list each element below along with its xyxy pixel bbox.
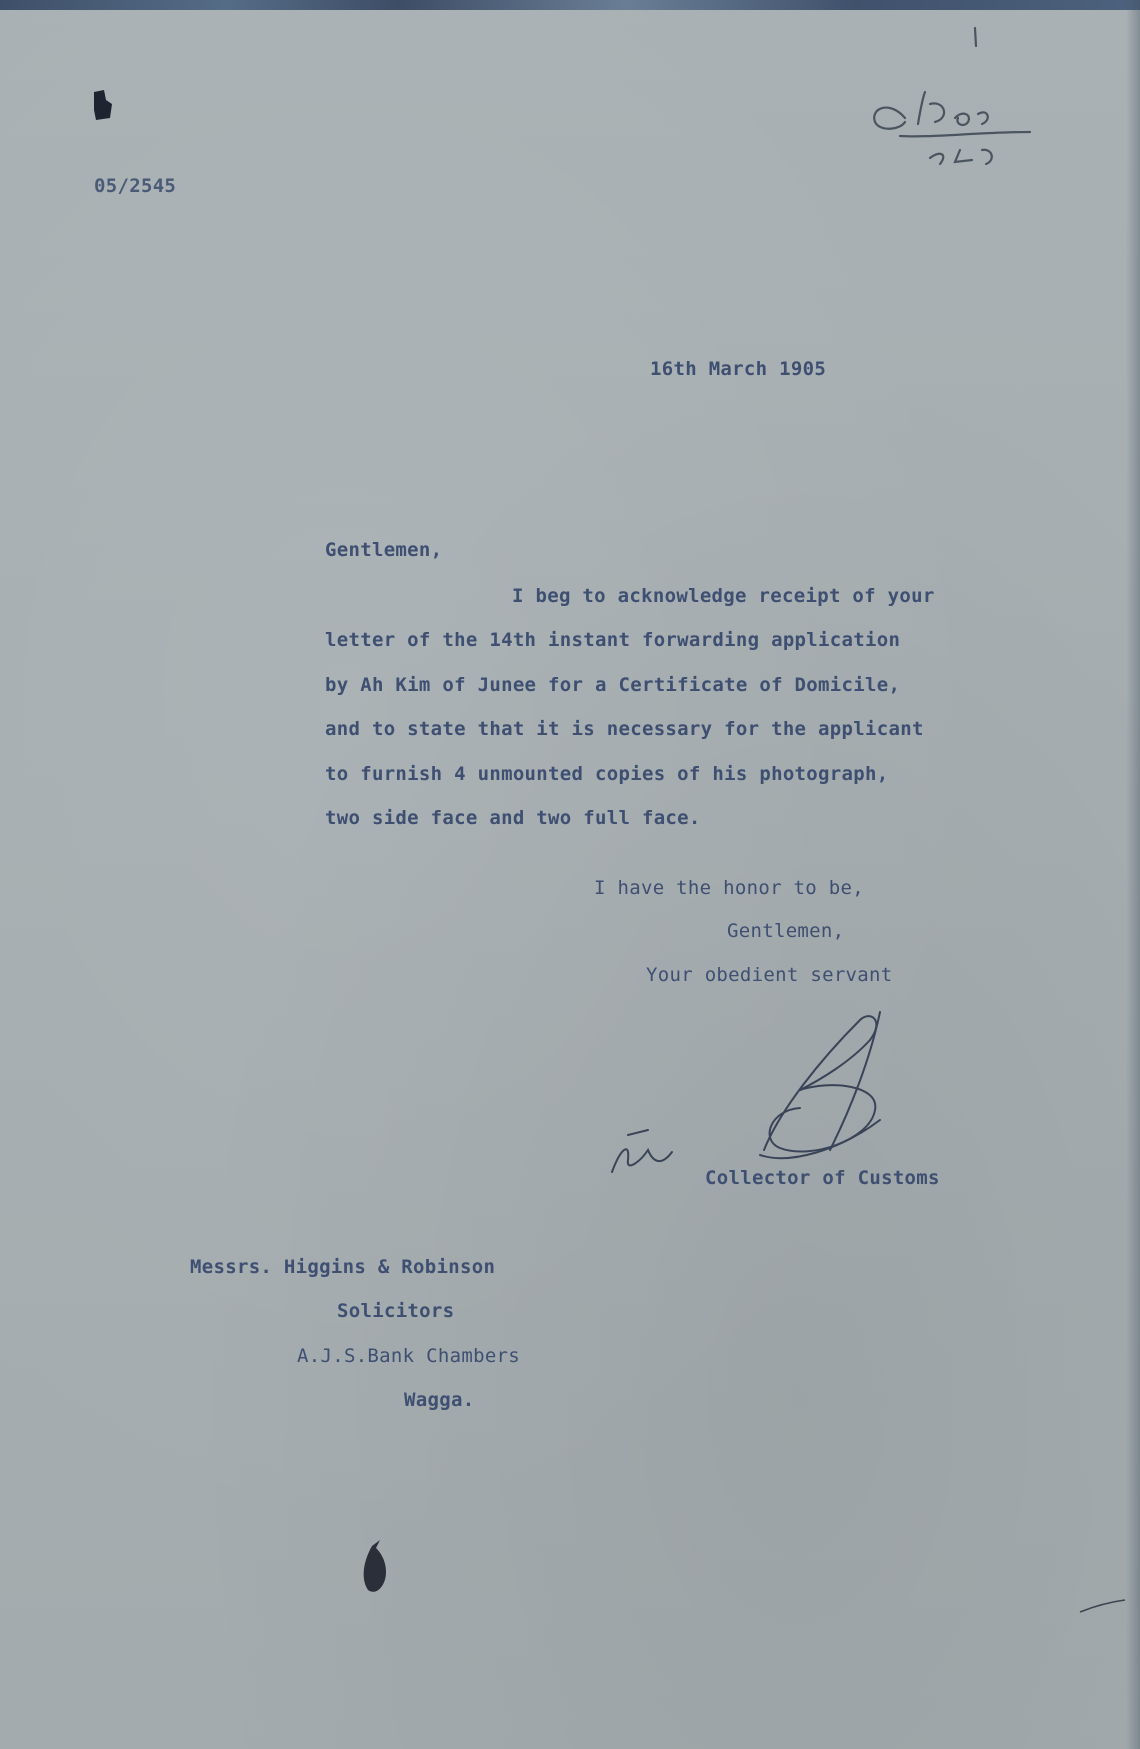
body-line-6: two side face and two full face.: [325, 807, 701, 829]
closing-line-3: Your obedient servant: [646, 964, 893, 986]
signature-mark: [612, 1012, 880, 1172]
ink-blot-mark: [364, 1540, 386, 1592]
body-line-2: letter of the 14th instant forwarding application: [325, 629, 901, 651]
addressee-line-2: Solicitors: [337, 1300, 455, 1322]
body-line-1: I beg to acknowledge receipt of your: [512, 585, 935, 607]
body-line-3: by Ah Kim of Junee for a Certificate of Domicile,: [325, 674, 901, 696]
closing-line-2: Gentlemen,: [727, 920, 845, 942]
addressee-line-3: A.J.S.Bank Chambers: [297, 1345, 521, 1367]
closing-line-1: I have the honor to be,: [594, 877, 864, 899]
addressee-line-1: Messrs. Higgins & Robinson: [190, 1256, 496, 1278]
signature-title: Collector of Customs: [705, 1167, 940, 1189]
document-reference-number: 05/2545: [94, 175, 177, 197]
addressee-line-4: Wagga.: [404, 1389, 475, 1411]
body-line-4: and to state that it is necessary for the applicant: [325, 718, 924, 740]
margin-pencil-stroke: [1080, 1600, 1125, 1612]
corner-annotation-mark: [874, 28, 1030, 164]
body-line-5: to furnish 4 unmounted copies of his photograph,: [325, 763, 889, 785]
salutation: Gentlemen,: [325, 539, 443, 561]
letter-date: 16th March 1905: [650, 358, 827, 380]
top-left-ink-mark: [94, 90, 112, 120]
